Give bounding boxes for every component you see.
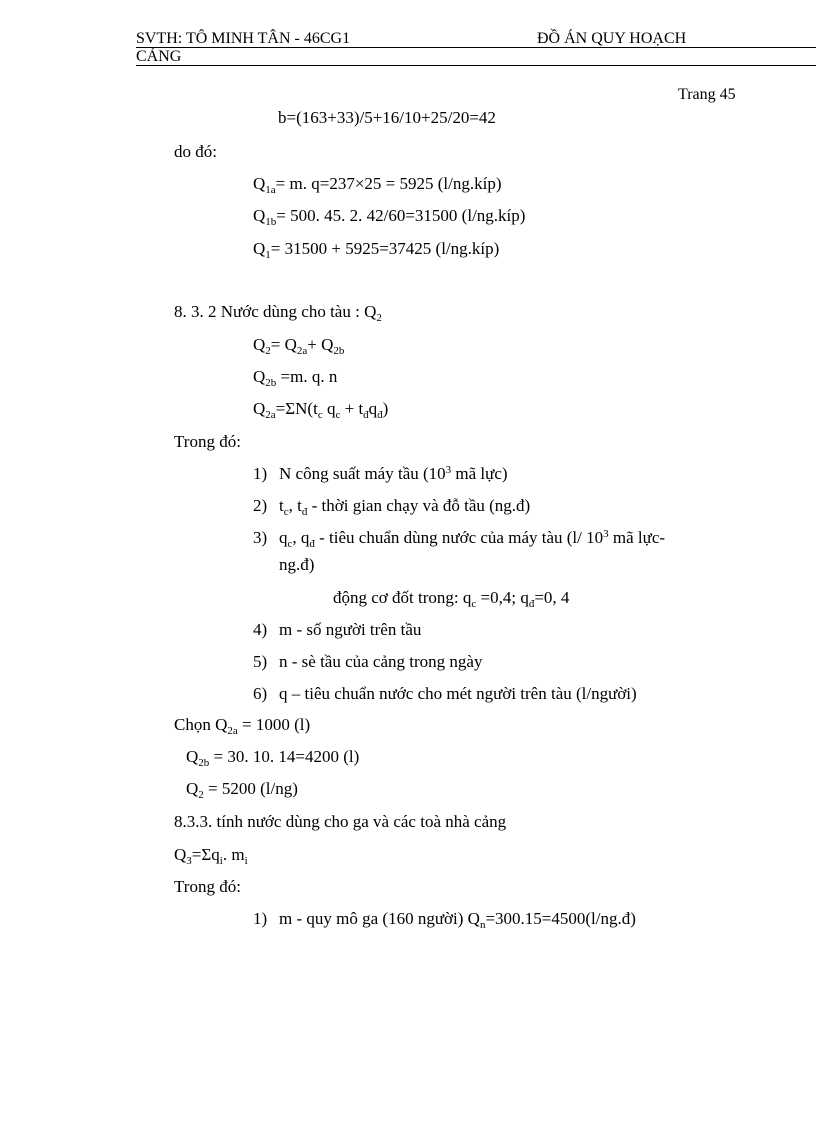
chon-q2a: Chọn $Q_{2a} = 1000$ (l) [174,715,311,737]
page-number: Trang 45 [678,86,736,103]
equation-q2a-formula: $Q_{2a}=\Sigma N(t_c$ $q_c + t_đq_đ$) [253,399,389,421]
list-item-6: 6) q – tiêu chuẩn nước cho mét người trên tàu (l/người) [253,684,637,703]
q2-value: $Q_2 = 5200$ (l/ng) [186,779,298,801]
equation-q1a: $Q_{1a}= m$. q=237×25 = 5925 (l/ng.kíp) [253,174,502,196]
header-right: ĐỒ ÁN QUY HOẠCH [537,30,687,47]
equation-q2b-formula: $Q_{2b} =m$. q. n [253,367,338,389]
do-do-label: do đó: [174,142,217,161]
equation-b: b=(163+33)/5+16/10+25/20=42 [278,108,496,127]
header-rule [136,65,816,66]
q2b-value: $Q_{2b} = 30$. 10. 14=4200 (l) [186,747,360,769]
trong-do-label-2: Trong đó: [174,877,241,896]
engine-note: động cơ đốt trong: $q_c =0,4$; $q_đ=0$, 4 [333,588,570,610]
list-item-5: 5) n - sè tầu của cảng trong ngày [253,652,483,671]
ga-list-item-1: 1) m - quy mô ga (160 người) $Q_n=300.15=4500(l/ng.đ)$ [253,909,636,931]
header-left: SVTH: TÔ MINH TÂN - 46CG1 [136,30,351,47]
section-heading-832: 8. 3. 2 Nước dùng cho tàu : $Q_2$ [174,302,382,324]
header-underline [136,47,816,48]
trong-do-label-1: Trong đó: [174,432,241,451]
equation-q2-sum: $Q_2= Q_{2a}+ Q_{2b}$ [253,335,345,357]
list-item-3: 3) $q_c$, $q_đ$ - tiêu chuẩn dùng nước của máy tàu (l/ $10^3$ mã lực- [253,528,666,550]
equation-q1b: $Q_{1b}= 500$. 45. 2. 42/60=31500 (l/ng.kíp) [253,206,526,228]
list-item-2: 2) $t_c$, $t_đ$ - thời gian chạy và đỗ tầu (ng.đ) [253,496,531,518]
list-item-3-continuation: ng.đ) [279,555,315,574]
equation-q1: $Q_1= 31500 + 5925=37425$ (l/ng.kíp) [253,239,500,261]
header-continuation: CẢNG [136,48,182,65]
equation-q3: $Q_3=\Sigma q_i$. $m_i$ [174,845,248,867]
list-item-4: 4) m - số người trên tầu [253,620,422,639]
list-item-1: 1) N công suất máy tầu ($10^3$ mã lực) [253,464,508,483]
section-heading-833: 8.3.3. tính nước dùng cho ga và các toà nhà cảng [174,812,507,831]
